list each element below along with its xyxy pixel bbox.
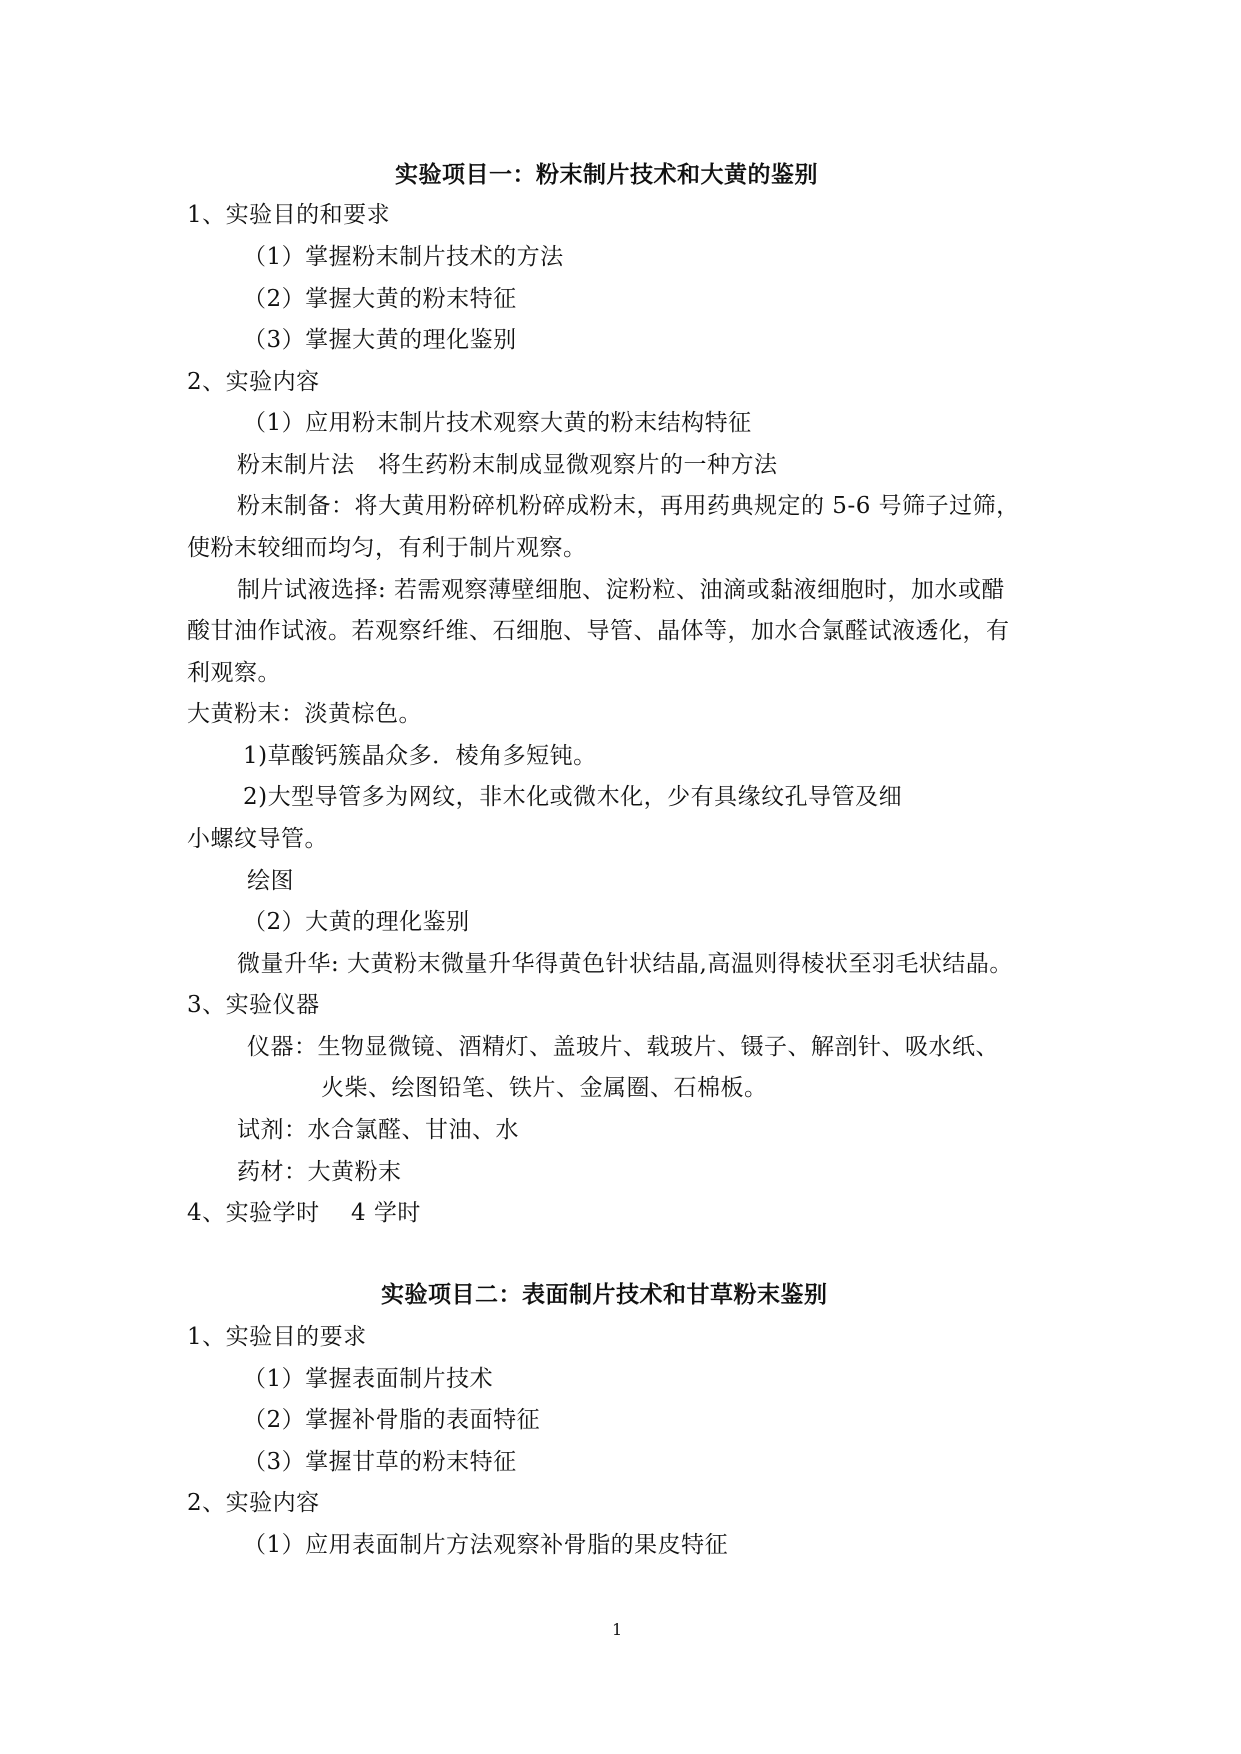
paragraph-instruments: 仪器：生物显微镜、酒精灯、盖玻片、载玻片、镊子、解剖针、吸水纸、 bbox=[247, 1034, 999, 1060]
feature-item: 2)大型导管多为网纹，非木化或微木化，少有具缘纹孔导管及细 bbox=[243, 784, 903, 810]
paragraph-prep-cont: 使粉末较细而均匀，有利于制片观察。 bbox=[187, 535, 587, 561]
paragraph-method: 粉末制片法 将生药粉末制成显微观察片的一种方法 bbox=[237, 452, 778, 478]
section-title-1: 实验项目一：粉末制片技术和大黄的鉴别 bbox=[395, 161, 818, 188]
objective-item: （1）掌握表面制片技术 bbox=[243, 1366, 494, 1392]
heading-instruments: 3、实验仪器 bbox=[187, 992, 320, 1018]
heading-objectives-2: 1、实验目的要求 bbox=[187, 1324, 367, 1350]
objective-item: （2）掌握大黄的粉末特征 bbox=[243, 286, 517, 312]
paragraph-reagent-cont: 酸甘油作试液。若观察纤维、石细胞、导管、晶体等，加水合氯醛试液透化，有 bbox=[187, 618, 1010, 644]
section-title-2: 实验项目二：表面制片技术和甘草粉末鉴别 bbox=[381, 1281, 828, 1308]
objective-item: （3）掌握大黄的理化鉴别 bbox=[243, 327, 517, 353]
paragraph-reagents: 试剂：水合氯醛、甘油、水 bbox=[237, 1117, 519, 1143]
paragraph-instruments-cont: 火柴、绘图铅笔、铁片、金属圈、石棉板。 bbox=[321, 1075, 768, 1101]
page-number: 1 bbox=[612, 1620, 623, 1639]
paragraph-reagent-cont: 利观察。 bbox=[187, 660, 281, 686]
paragraph-prep: 粉末制备：将大黄用粉碎机粉碎成粉末，再用药典规定的 5-6 号筛子过筛， bbox=[237, 493, 1020, 519]
heading-hours: 4、实验学时 4 学时 bbox=[187, 1200, 421, 1226]
objective-item: （1）掌握粉末制片技术的方法 bbox=[243, 244, 564, 270]
paragraph-powder: 大黄粉末：淡黄棕色。 bbox=[187, 701, 422, 727]
heading-content-2: 2、实验内容 bbox=[187, 1490, 320, 1516]
paragraph-material: 药材：大黄粉末 bbox=[237, 1159, 402, 1185]
feature-item: 1)草酸钙簇晶众多．棱角多短钝。 bbox=[243, 743, 597, 769]
heading-objectives: 1、实验目的和要求 bbox=[187, 202, 391, 228]
objective-item: （3）掌握甘草的粉末特征 bbox=[243, 1449, 517, 1475]
paragraph-draw: 绘图 bbox=[247, 868, 294, 894]
content-item: （1）应用粉末制片技术观察大黄的粉末结构特征 bbox=[243, 410, 752, 436]
heading-content: 2、实验内容 bbox=[187, 369, 320, 395]
content-item: （1）应用表面制片方法观察补骨脂的果皮特征 bbox=[243, 1532, 729, 1558]
paragraph-reagent: 制片试液选择: 若需观察薄壁细胞、淀粉粒、油滴或黏液细胞时，加水或醋 bbox=[237, 577, 1006, 603]
feature-item-cont: 小螺纹导管。 bbox=[187, 826, 328, 852]
paragraph-sublimation: 微量升华: 大黄粉末微量升华得黄色针状结晶,高温则得棱状至羽毛状结晶。 bbox=[237, 951, 1013, 977]
objective-item: （2）掌握补骨脂的表面特征 bbox=[243, 1407, 541, 1433]
content-item: （2）大黄的理化鉴别 bbox=[243, 909, 470, 935]
